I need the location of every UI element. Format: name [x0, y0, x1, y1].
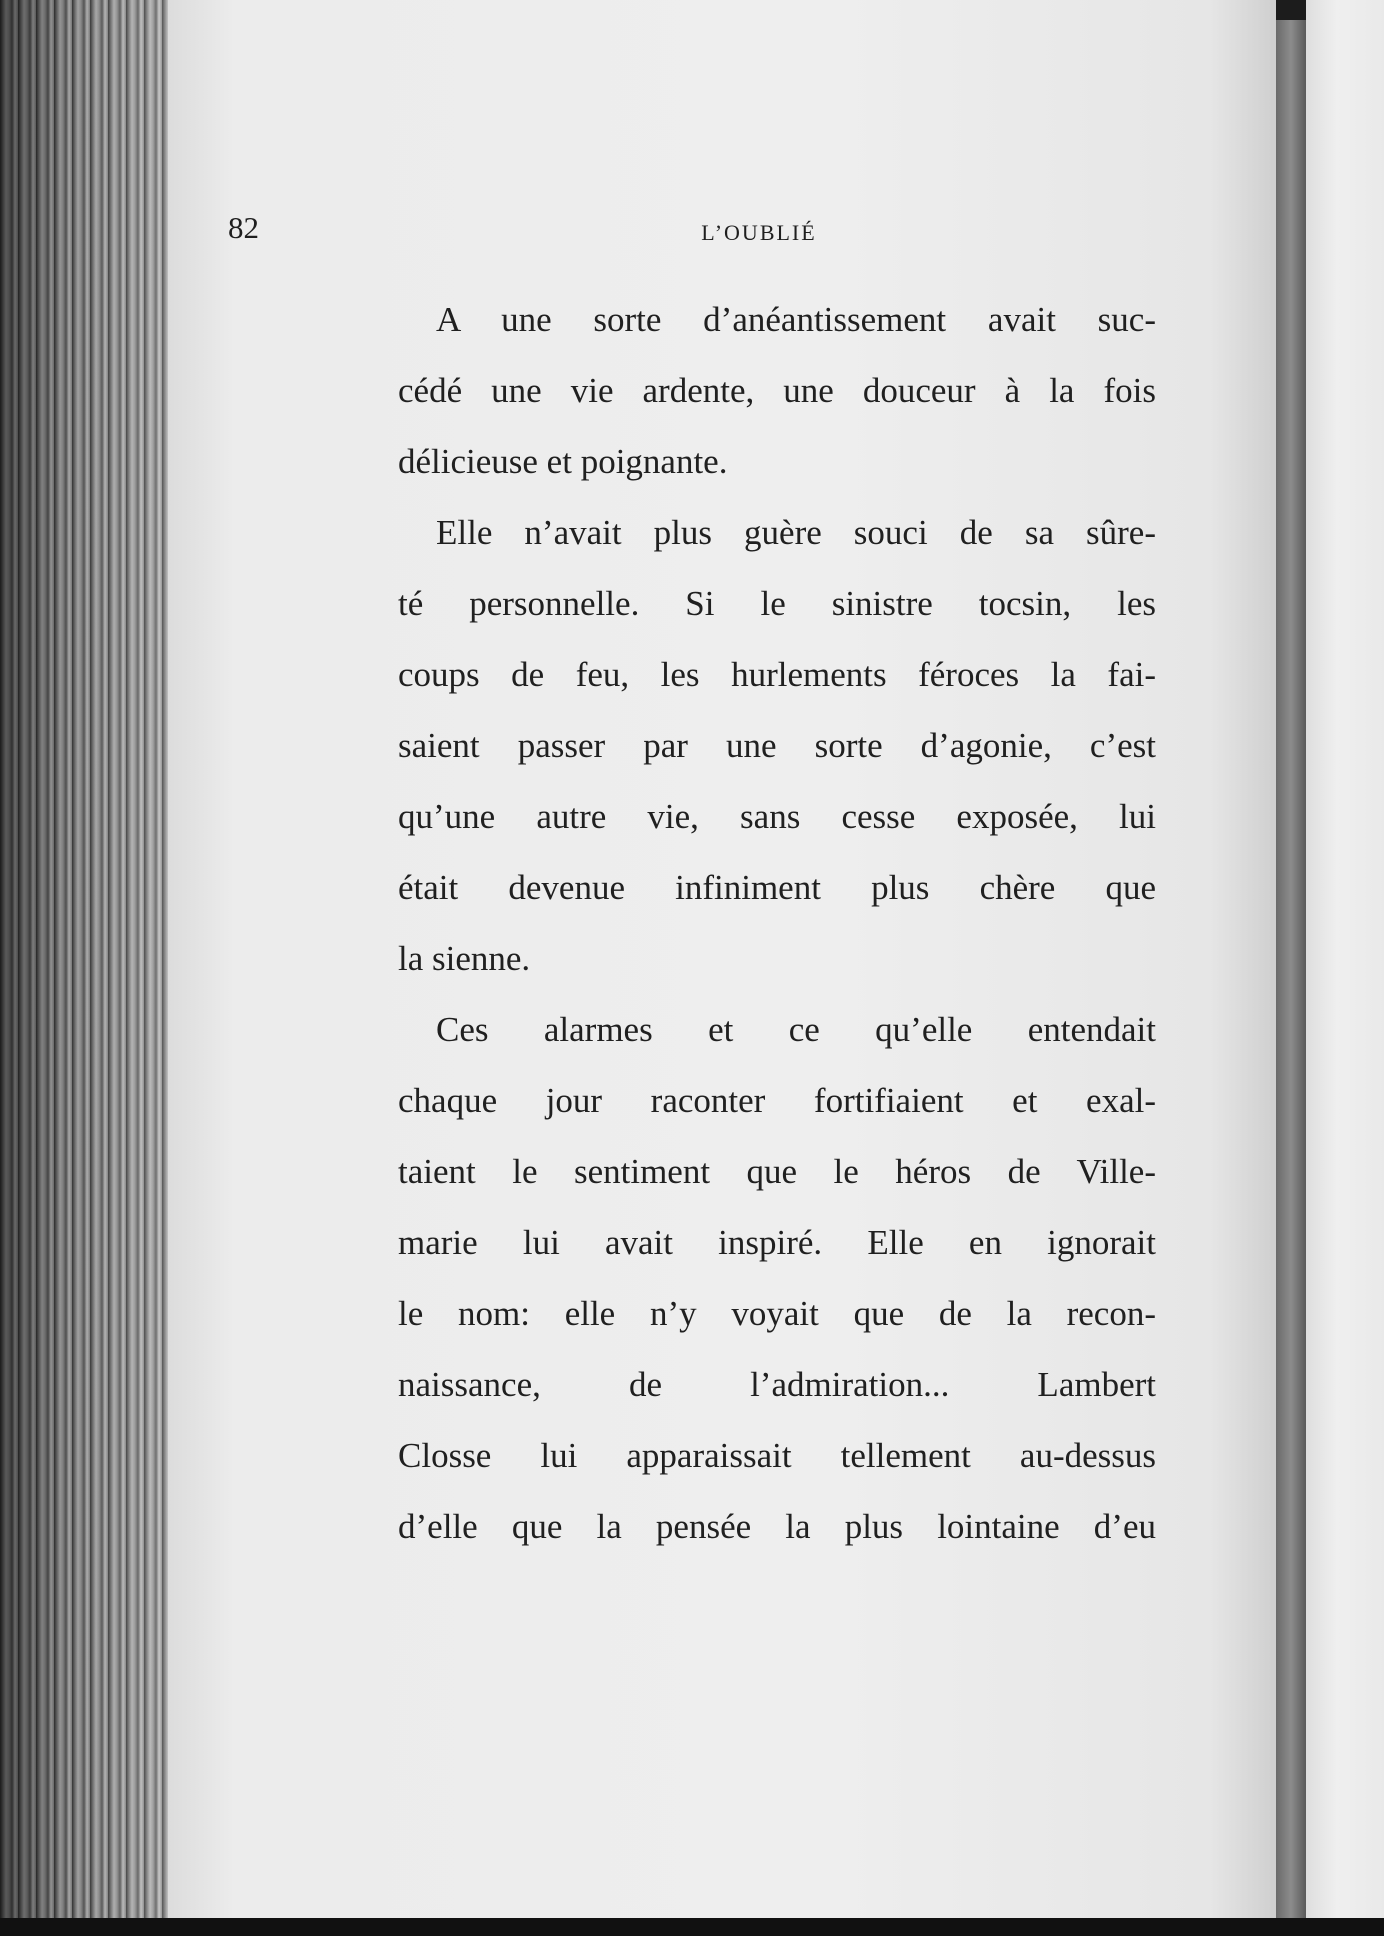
text-line: naissance, de l’admiration... Lambert [398, 1365, 1156, 1404]
bottom-shadow [0, 1918, 1384, 1936]
paragraph-1 [398, 284, 1156, 497]
text-line: le nom: elle n’y voyait que de la recon- [398, 1294, 1156, 1333]
text-line: qu’une autre vie, sans cesse exposée, lui [398, 797, 1156, 836]
text-line: chaque jour raconter fortifiaient et exal- [398, 1081, 1156, 1120]
text-line: marie lui avait inspiré. Elle en ignorait [398, 1223, 1156, 1262]
text-line: saient passer par une sorte d’agonie, c’est [398, 726, 1156, 765]
text-line: était devenue infiniment plus chère que [398, 868, 1156, 907]
stacked-page-edges [0, 0, 172, 1936]
text-line: délicieuse et poignante. [398, 442, 728, 481]
running-title: L’OUBLIÉ [701, 220, 817, 245]
page-number: 82 [228, 210, 259, 245]
paragraph-3 [398, 994, 1156, 1562]
paragraph-2 [398, 497, 1156, 994]
text-line: d’elle que la pensée la plus lointaine d’eu [398, 1507, 1156, 1546]
text-line: coups de feu, les hurlements féroces la fai- [398, 655, 1156, 694]
text-line: Closse lui apparaissait tellement au-dessus [398, 1436, 1156, 1475]
text-line: A une sorte d’anéantissement avait suc- [436, 300, 1156, 339]
text-line: la sienne. [398, 939, 531, 978]
text-line: taient le sentiment que le héros de Ville- [398, 1152, 1156, 1191]
text-line: Ces alarmes et ce qu’elle entendait [436, 1010, 1156, 1049]
facing-page-edge [1306, 0, 1384, 1936]
text-line: Elle n’avait plus guère souci de sa sûre- [436, 513, 1156, 552]
body-text [398, 284, 1156, 1562]
text-line: cédé une vie ardente, une douceur à la fois [398, 371, 1156, 410]
book-gutter [1276, 20, 1306, 1918]
page-header [228, 210, 1290, 256]
text-line: té personnelle. Si le sinistre tocsin, les [398, 584, 1156, 623]
